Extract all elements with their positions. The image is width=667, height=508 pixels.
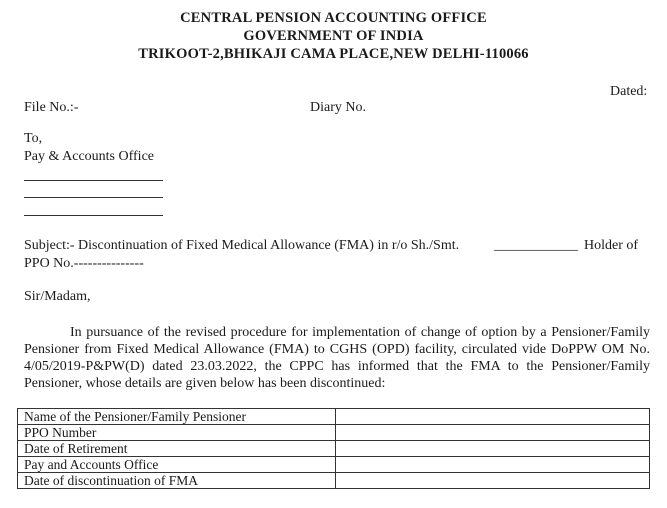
file-number-label: File No.:- [24,100,79,115]
salutation: Sir/Madam, [24,289,91,304]
dated-label: Dated: [610,84,648,99]
address-line-3 [24,215,163,216]
detail-value[interactable] [336,457,650,473]
detail-label: Date of Retirement [18,441,336,457]
table-row [18,409,650,425]
diary-number-label: Diary No. [310,100,366,115]
detail-label: Pay and Accounts Office [18,457,336,473]
detail-value[interactable] [336,409,650,425]
detail-label: PPO Number [18,425,336,441]
table-row [18,473,650,489]
pensioner-details-table [17,408,650,489]
address-line-2 [24,197,163,198]
subject-ppo-number: PPO No.--------------- [24,256,144,271]
detail-value[interactable] [336,473,650,489]
detail-value[interactable] [336,441,650,457]
recipient-office: Pay & Accounts Office [24,149,154,164]
body-paragraph: In pursuance of the revised procedure for implementation of change of option by a Pensioner/Family Pensioner from Fixed Medical Allowance (FMA) to CGHS (OPD) facility, circulated vide DoPPW OM No. 4/05/2019-P&PW(D) dated 23.03.2022, the CPPC has informed that the FMA to the Pensioner/Family Pensioner, whose details are given below has been discontinued: [24,325,650,391]
detail-label: Name of the Pensioner/Family Pensioner [18,409,336,425]
subject-holder-of: Holder of [584,238,639,253]
subject-name-blank: ____________ [494,238,578,253]
detail-value[interactable] [336,425,650,441]
table-row [18,425,650,441]
subject-text: Subject:- Discontinuation of Fixed Medical Allowance (FMA) in r/o Sh./Smt. [24,238,460,253]
detail-label: Date of discontinuation of FMA [18,473,336,489]
government-title: GOVERNMENT OF INDIA [243,28,424,44]
table-row [18,457,650,473]
office-address: TRIKOOT-2,BHIKAJI CAMA PLACE,NEW DELHI-110066 [138,46,529,62]
to-label: To, [24,131,43,146]
office-title: CENTRAL PENSION ACCOUNTING OFFICE [180,10,487,26]
table-row [18,441,650,457]
address-line-1 [24,180,163,181]
